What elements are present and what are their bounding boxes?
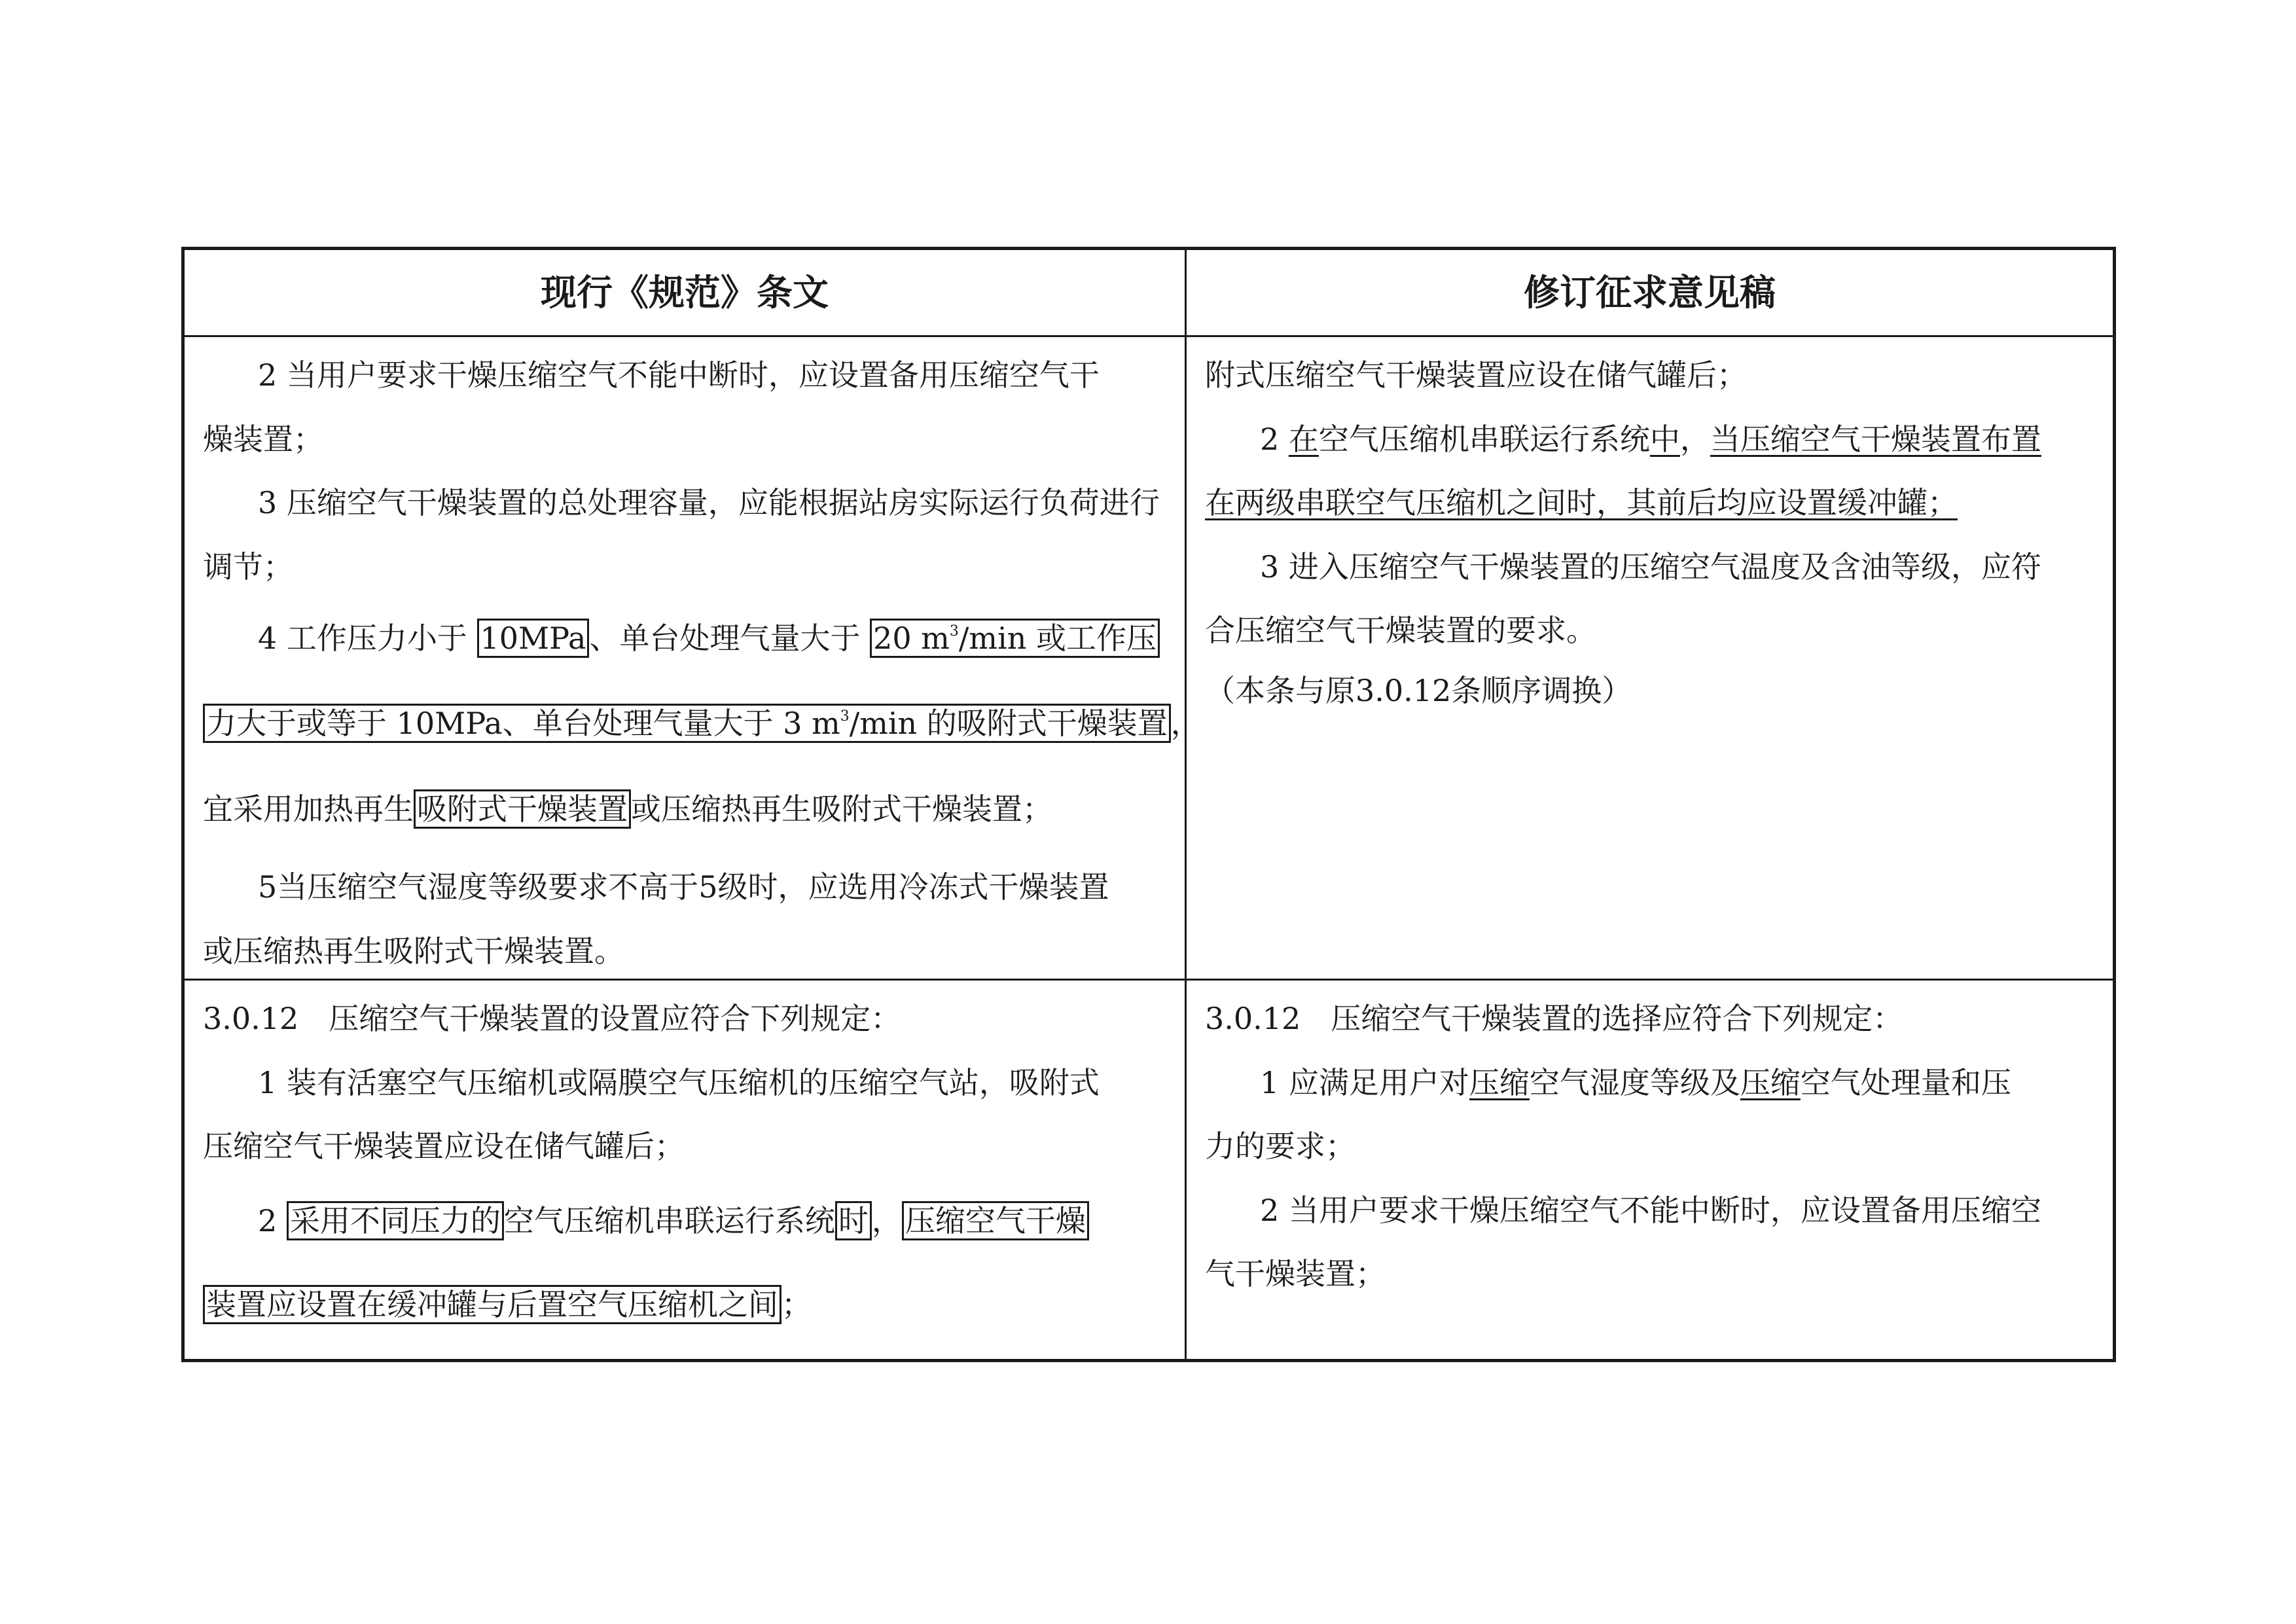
text-span: 空气处理量和压 [1800,1065,2011,1100]
boxed-text [870,619,1160,658]
boxed-text: 装置应设置在缓冲罐与后置空气压缩机之间 [203,1285,781,1324]
boxed-text: 压缩空气干燥 [902,1201,1089,1240]
superscript: 3 [949,623,959,640]
comparison-table [181,247,2116,1362]
text-line: 3 压缩空气干燥装置的总处理容量，应能根据站房实际运行负荷进行 [258,485,1160,520]
boxed-text-value: 20 m [873,621,950,656]
text-span: 空气压缩机串联运行系统 [503,1203,835,1238]
text-span: 空气压缩机串联运行系统 [1318,422,1650,457]
row1-current-cell [185,337,1201,979]
boxed-text [477,619,590,658]
text-line: 或压缩热再生吸附式干燥装置。 [203,933,624,969]
text-line [203,789,1052,829]
text-line: 附式压缩空气干燥装置应设在储气罐后； [1205,357,1747,393]
text-line: 5当压缩空气湿度等级要求不高于5级时，应选用冷冻式干燥装置 [258,869,1109,905]
text-line [1260,420,2041,459]
boxed-text: 采用不同压力的 [287,1201,504,1240]
text-span: ， [1679,422,1710,457]
boxed-text-value: 力大于或等于 10MPa、单台处理气量大于 3 m [206,706,840,741]
text-line [258,1201,1089,1240]
row1-revision-cell [1187,337,2113,979]
underlined-text: 在 [1288,422,1319,457]
text-line: 合压缩空气干燥装置的要求。 [1205,613,1596,648]
text-line [203,1285,812,1324]
text-line: 1 装有活塞空气压缩机或隔膜空气压缩机的压缩空气站，吸附式 [258,1065,1100,1100]
text-span: 空气湿度等级及 [1529,1065,1740,1100]
boxed-text [203,704,1171,743]
text-line: 压缩空气干燥装置应设在储气罐后； [203,1128,685,1164]
row2-current-cell [185,981,1185,1362]
text-span: ， [1170,706,1201,741]
text-span: 2 [1260,422,1289,457]
underlined-text-line: 在两级串联空气压缩机之间时，其前后均应设置缓冲罐； [1205,485,1958,520]
text-span: 、单台处理气量大于 [589,621,870,656]
text-line: 力的要求； [1205,1128,1355,1164]
text-span: ； [781,1287,812,1322]
text-line: 2 当用户要求干燥压缩空气不能中断时，应设置备用压缩空 [1260,1193,2041,1228]
header-revision-draft: 修订征求意见稿 [1523,272,1776,314]
boxed-text: 吸附式干燥装置 [414,789,631,829]
clause-heading: 3.0.12 压缩空气干燥装置的设置应符合下列规定： [203,1001,901,1036]
underlined-text: 当压缩空气干燥装置布置 [1710,422,2041,457]
superscript: 3 [840,708,850,725]
text-span: ， [871,1203,902,1238]
text-span: 2 [258,1203,287,1238]
text-line: 气干燥装置； [1205,1256,1386,1291]
text-line [203,704,1201,743]
underlined-text: 压缩 [1740,1065,1801,1100]
text-line: 燥装置； [203,422,323,457]
text-span: 1 应满足用户对 [1260,1065,1469,1100]
boxed-text-value: 10MPa [480,621,586,656]
underlined-text: 压缩 [1469,1065,1530,1100]
text-line: 3 进入压缩空气干燥装置的压缩空气温度及含油等级，应符 [1260,549,2041,585]
text-line [1260,1063,2011,1102]
text-span: 宜采用加热再生 [203,791,414,827]
row2-revision-cell [1187,981,2113,1362]
boxed-text: 时 [835,1201,872,1240]
text-line [258,619,1160,658]
note-line: （本条与原3.0.12条顺序调换） [1205,673,1632,708]
text-span: 或压缩热再生吸附式干燥装置； [631,791,1052,827]
text-span: 4 工作压力小于 [258,621,477,656]
boxed-text-value: /min 的吸附式干燥装置 [849,706,1168,741]
text-line: 2 当用户要求干燥压缩空气不能中断时，应设置备用压缩空气干 [258,357,1100,393]
boxed-text-value: /min 或工作压 [958,621,1157,656]
text-line: 调节； [203,549,293,585]
header-current-code: 现行《规范》条文 [540,272,829,314]
underlined-text: 中 [1649,422,1680,457]
clause-heading: 3.0.12 压缩空气干燥装置的选择应符合下列规定： [1205,1001,1903,1036]
